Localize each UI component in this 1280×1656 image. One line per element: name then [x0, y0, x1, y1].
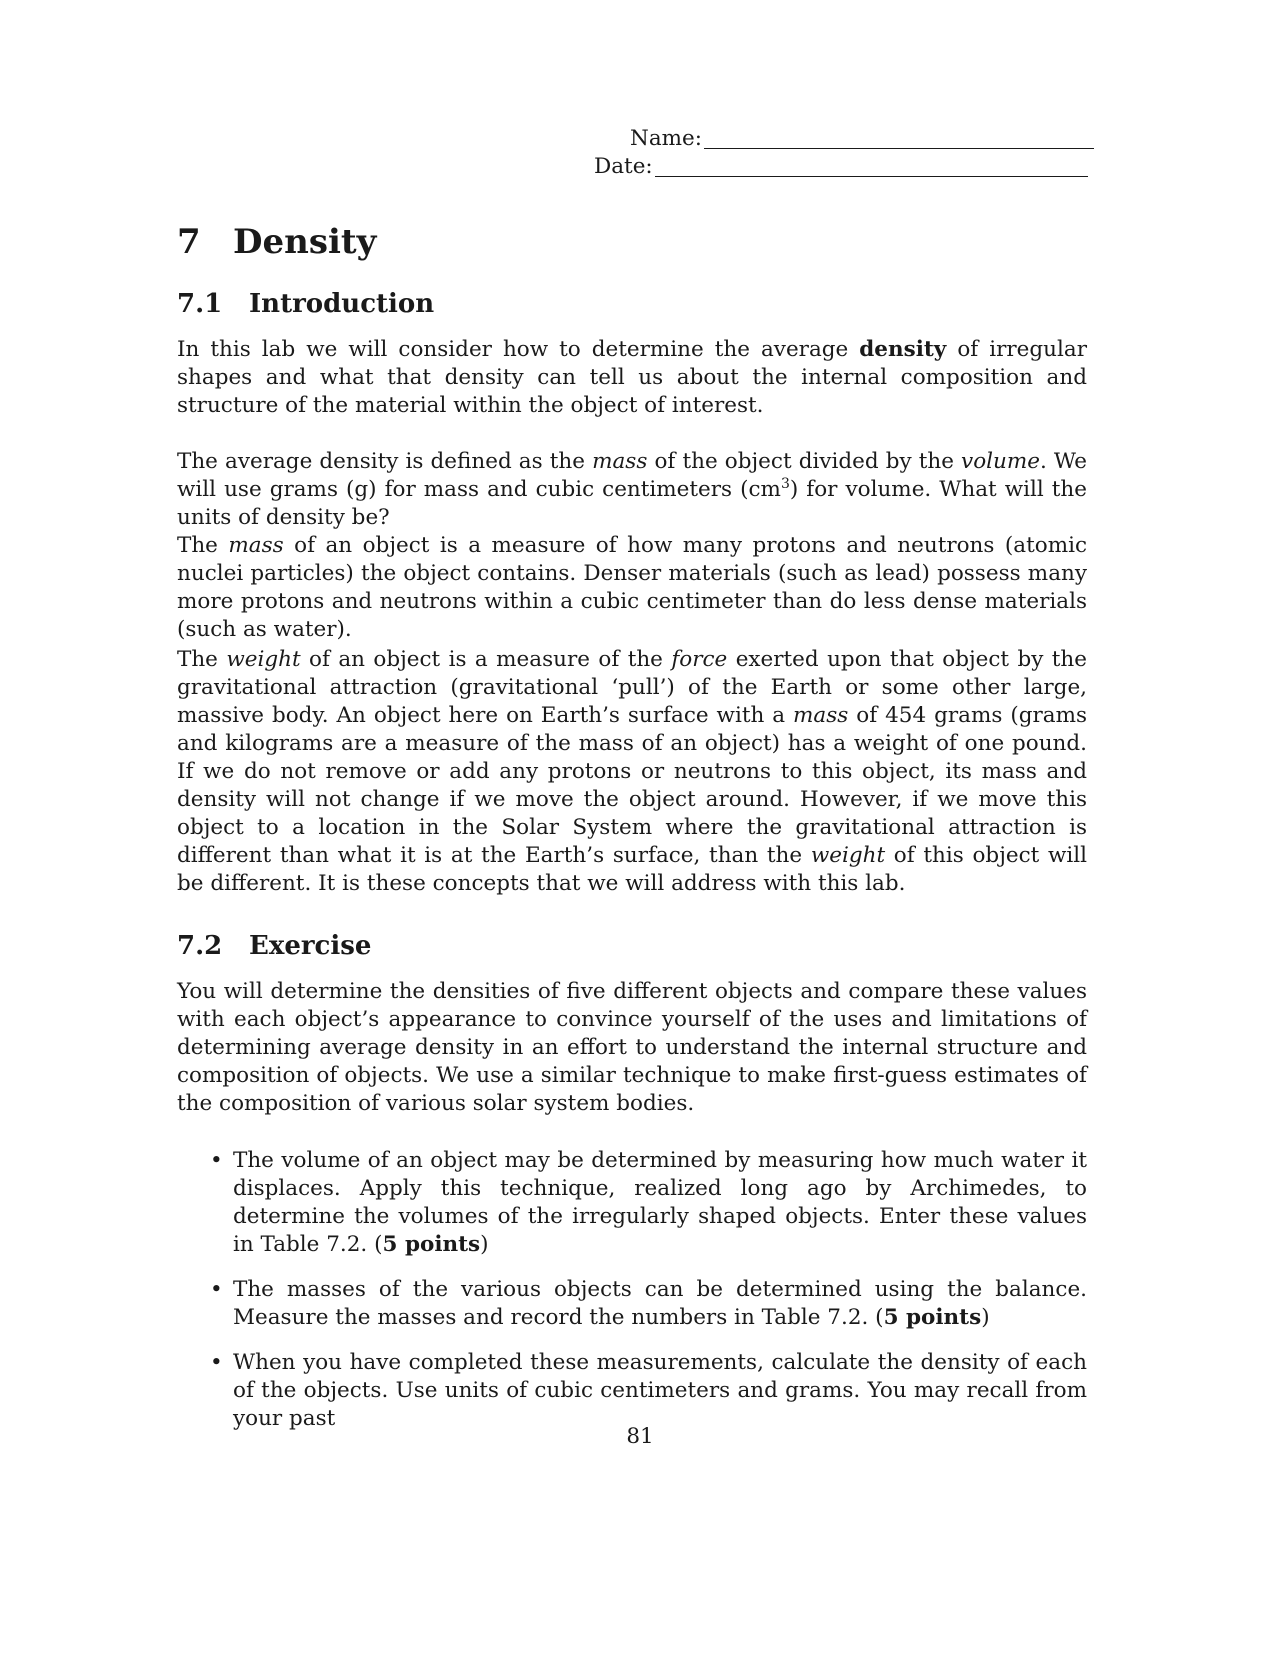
text-run: ) for volume. What will the units of density be?: [177, 477, 1087, 530]
text-run: of this object will be different. It is these concepts that we will address with this lab.: [177, 843, 1088, 896]
text-run: of irregular shapes and what that density can tell us about the internal composition and structure of the material within the object of interest.: [177, 337, 1087, 418]
section-title: Exercise: [249, 931, 372, 961]
text-run: of an object is a measure of the: [300, 647, 672, 672]
intro-paragraph-3: [177, 532, 1087, 644]
name-line: [630, 125, 1094, 153]
bold-points: 5 points: [382, 1232, 481, 1257]
exercise-bullet-list: [177, 1147, 1087, 1450]
bullet-icon: •: [210, 1277, 223, 1302]
chapter-number: 7: [177, 222, 201, 262]
section-introduction-heading: [177, 288, 434, 320]
text-run: of an object is a measure of how many protons and neutrons (atomic nuclei particles) the object contains. Denser materials (such as lead) possess many more protons and neutrons within a cubic centimeter than do less dense materials (such as water).: [177, 533, 1087, 642]
list-item: [177, 1147, 1087, 1259]
text-run: The: [177, 647, 227, 672]
section-exercise-heading: [177, 930, 371, 962]
text-run: of the object divided by the: [647, 449, 962, 474]
section-title: Introduction: [249, 289, 435, 319]
intro-paragraph-2: [177, 448, 1087, 532]
italic-term-force: force: [671, 647, 728, 672]
text-run: In this lab we will consider how to determine the average: [177, 337, 860, 362]
text-run: The masses of the various objects can be determined using the balance. Measure the masses and record the numbers in Table 7.2. (: [233, 1277, 1087, 1330]
section-number: 7.2: [177, 931, 223, 961]
name-label: Name:: [630, 126, 702, 151]
bold-term-density: density: [859, 337, 947, 362]
date-line: [594, 153, 1088, 181]
text-run: The volume of an object may be determined by measuring how much water it displaces. Apply this technique, realized long ago by Archimedes, to determine the volumes of the irregularly shaped objects. Enter these values in Table 7.2. (: [233, 1148, 1087, 1257]
date-blank: [655, 176, 1088, 177]
bold-points: 5 points: [883, 1305, 982, 1330]
text-run: ): [480, 1232, 489, 1257]
text-run: ): [981, 1305, 990, 1330]
text-run: When you have completed these measurements, calculate the density of each of the objects. Use units of cubic centimeters and grams. You may recall from your past: [233, 1350, 1087, 1431]
italic-term-mass: mass: [592, 449, 648, 474]
text-run: of 454 grams (grams and kilograms are a measure of the mass of an object) has a weight of one pound. If we do not remove or add any protons or neutrons to this object, its mass and density will not change if we move the object around. However, if we move this object to a location in the Solar System where the gravitational attraction is different than what it is at the Earth’s surface, than the: [177, 703, 1087, 868]
italic-term-weight: weight: [226, 647, 301, 672]
italic-term-weight: weight: [810, 843, 886, 868]
name-blank: [704, 148, 1094, 149]
bullet-icon: •: [210, 1350, 223, 1375]
superscript: 3: [780, 475, 790, 492]
exercise-paragraph-1: You will determine the densities of five different objects and compare these values with each object’s appearance to convince yourself of the uses and limitations of determining average density in an effort to understand the internal structure and composition of objects. We use a similar technique to make first-guess estimates of the composition of various solar system bodies.: [177, 979, 1087, 1116]
section-number: 7.1: [177, 289, 223, 319]
italic-term-mass: mass: [228, 533, 284, 558]
page-number: 81: [626, 1424, 654, 1449]
list-item: [177, 1276, 1087, 1332]
text-run: exerted upon that object by the gravitational attraction (gravitational ‘pull’) of the Earth or some other large, massive body. An object here on Earth’s surface with a: [177, 647, 1087, 728]
date-label: Date:: [594, 154, 653, 179]
intro-paragraph-4: [177, 646, 1087, 898]
chapter-title: Density: [233, 222, 377, 262]
intro-paragraph-1: [177, 336, 1087, 420]
chapter-heading: [177, 222, 376, 262]
italic-term-mass: mass: [793, 703, 849, 728]
text-run: The: [177, 533, 229, 558]
bullet-icon: •: [210, 1148, 223, 1173]
list-item: [177, 1349, 1087, 1433]
italic-term-volume: volume: [961, 449, 1040, 474]
text-run: The average density is defined as the: [177, 449, 593, 474]
text-run: . We will use grams (g) for mass and cubic centimeters (cm: [177, 449, 1087, 502]
